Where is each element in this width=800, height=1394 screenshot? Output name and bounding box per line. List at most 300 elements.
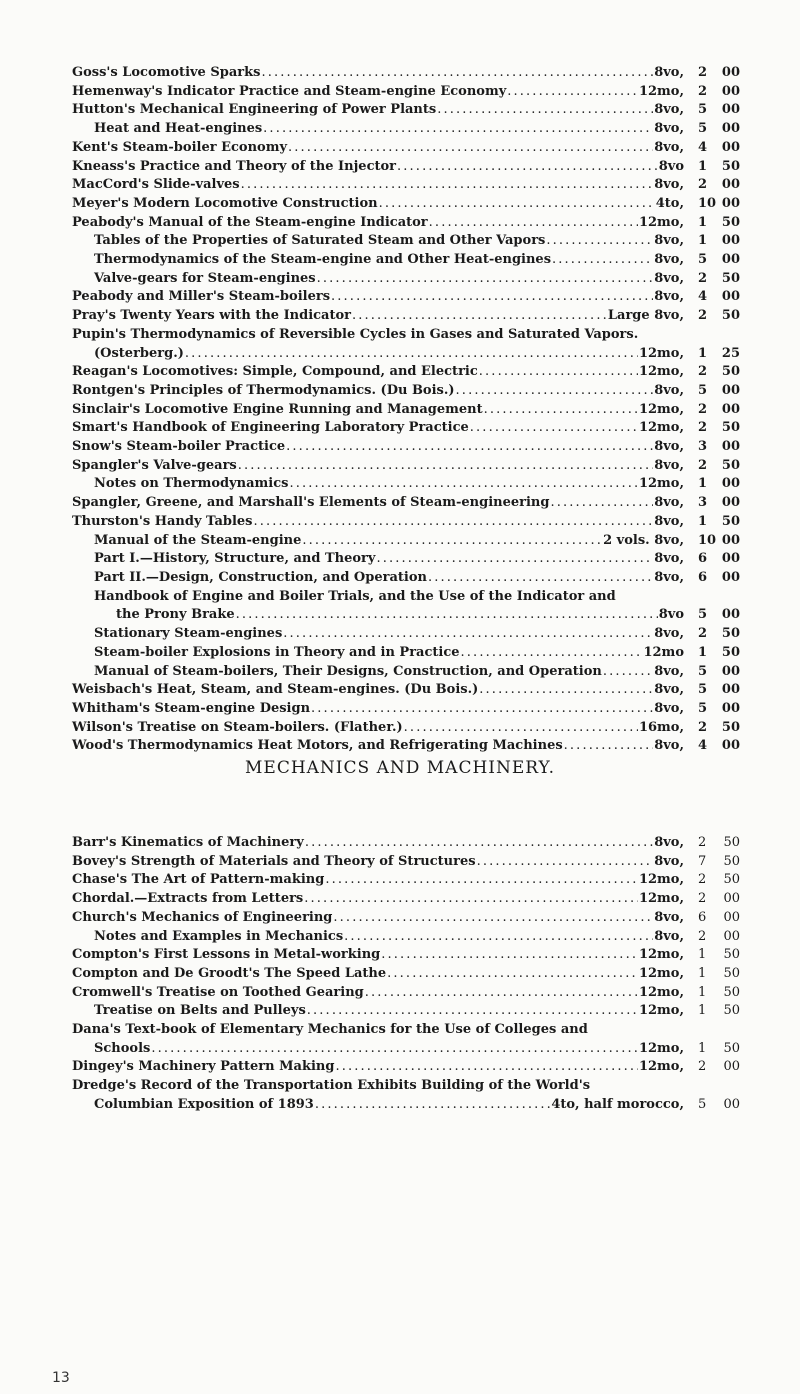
book-price	[684, 946, 740, 965]
price-cents: 50	[721, 158, 740, 174]
book-price	[684, 195, 740, 214]
book-price	[684, 984, 740, 1003]
book-price	[684, 606, 740, 625]
book-entry	[72, 120, 740, 139]
price-dollars: 2	[698, 872, 707, 888]
book-title: Spangler, Greene, and Marshall's Elements of Steam-engineering	[72, 495, 550, 511]
price-dollars: 2	[698, 364, 708, 380]
book-title: Wilson's Treatise on Steam-boilers. (Flather.)	[72, 719, 403, 735]
book-format: 12mo,	[638, 947, 684, 963]
book-title: Compton's First Lessons in Metal-working	[72, 947, 381, 963]
book-title: Peabody's Manual of the Steam-engine Indicator	[72, 214, 428, 230]
book-format: 8vo,	[654, 738, 684, 754]
price-cents: 50	[723, 1003, 740, 1019]
book-entry	[72, 663, 740, 682]
book-price	[684, 1002, 740, 1021]
book-title: Goss's Locomotive Sparks	[72, 65, 261, 80]
book-entry	[72, 438, 740, 457]
price-cents: 00	[721, 551, 740, 567]
book-entry	[72, 550, 740, 569]
leader-dots	[379, 195, 655, 214]
price-cents: 50	[723, 965, 740, 981]
leader-dots	[564, 737, 654, 756]
price-dollars: 2	[698, 928, 707, 944]
book-entry	[72, 419, 740, 438]
book-price	[684, 663, 740, 682]
leader-dots	[404, 719, 638, 738]
book-format: 8vo,	[654, 121, 684, 137]
price-cents: 00	[721, 139, 740, 155]
price-dollars: 4	[698, 289, 708, 305]
book-price	[684, 475, 740, 494]
price-cents: 00	[721, 738, 740, 754]
book-title: Cromwell's Treatise on Toothed Gearing	[72, 984, 364, 1000]
leader-dots	[317, 270, 654, 289]
book-entry	[72, 569, 740, 588]
price-cents: 00	[721, 252, 740, 268]
leader-dots	[484, 401, 638, 420]
leader-dots	[335, 1058, 638, 1077]
book-format: 8vo,	[654, 700, 684, 716]
book-entry	[72, 625, 740, 644]
leader-dots	[507, 83, 638, 102]
book-entry	[72, 401, 740, 420]
book-entry	[72, 457, 740, 476]
book-entry	[72, 644, 740, 663]
book-title: Part II.—Design, Construction, and Operation	[94, 569, 427, 585]
leader-dots	[429, 214, 638, 233]
book-entry	[72, 890, 740, 909]
book-title: Pray's Twenty Years with the Indicator	[72, 308, 351, 324]
book-format: 12mo,	[638, 420, 684, 436]
book-price	[684, 532, 740, 551]
price-dollars: 4	[698, 139, 708, 155]
book-entry	[72, 494, 740, 513]
book-title: Treatise on Belts and Pulleys	[94, 1003, 306, 1019]
book-format: 12mo,	[638, 1059, 684, 1075]
book-price	[684, 681, 740, 700]
book-price	[684, 101, 740, 120]
book-format: 8vo,	[654, 909, 684, 925]
book-entry	[72, 700, 740, 719]
price-cents: 00	[723, 891, 740, 907]
price-dollars: 3	[698, 439, 708, 455]
book-title: Compton and De Groodt's The Speed Lathe	[72, 965, 387, 981]
price-cents: 00	[721, 83, 740, 99]
price-cents: 00	[721, 439, 740, 455]
price-dollars: 1	[698, 513, 708, 529]
book-price	[684, 513, 740, 532]
book-title: Dana's Text-book of Elementary Mechanics for the Use of Colleges and	[72, 1022, 588, 1038]
book-entry	[72, 588, 740, 625]
leader-dots	[550, 494, 653, 513]
book-entry	[72, 928, 740, 947]
book-entry	[72, 909, 740, 928]
leader-dots	[381, 946, 638, 965]
price-dollars: 2	[698, 457, 708, 473]
book-entry	[72, 871, 740, 890]
book-price	[684, 270, 740, 289]
leader-dots	[456, 382, 654, 401]
price-dollars: 1	[698, 965, 707, 981]
book-price	[684, 853, 740, 872]
leader-dots	[333, 909, 653, 928]
book-format: 8vo,	[654, 853, 684, 869]
price-cents: 00	[721, 476, 740, 492]
price-dollars: 10	[698, 195, 717, 211]
price-cents: 50	[721, 364, 740, 380]
price-cents: 50	[723, 1040, 740, 1056]
book-format: 8vo,	[654, 382, 684, 398]
book-price	[684, 871, 740, 890]
price-dollars: 1	[698, 947, 707, 963]
book-title: Chordal.—Extracts from Letters	[72, 891, 304, 907]
book-title: Wood's Thermodynamics Heat Motors, and Refrigerating Machines	[72, 738, 563, 754]
book-format: 12mo,	[638, 891, 684, 907]
leader-dots	[286, 438, 653, 457]
book-title: Bovey's Strength of Materials and Theory of Structures	[72, 853, 476, 869]
book-entry	[72, 475, 740, 494]
book-format: 4to,	[655, 195, 684, 211]
book-title: Weisbach's Heat, Steam, and Steam-engines. (Du Bois.)	[72, 682, 479, 698]
leader-dots	[305, 834, 653, 853]
leader-dots	[477, 853, 654, 872]
book-format: 12mo,	[638, 401, 684, 417]
price-dollars: 3	[698, 495, 708, 511]
leader-dots	[331, 288, 653, 307]
leader-dots	[185, 345, 638, 364]
price-dollars: 5	[698, 700, 708, 716]
book-title: Hemenway's Indicator Practice and Steam-engine Economy	[72, 83, 507, 99]
leader-dots	[288, 139, 653, 158]
book-price	[684, 401, 740, 420]
price-cents: 50	[721, 214, 740, 230]
book-title: Kent's Steam-boiler Economy	[72, 139, 288, 155]
price-cents: 00	[721, 233, 740, 249]
book-format: 12mo,	[638, 1003, 684, 1019]
price-dollars: 2	[698, 65, 708, 80]
price-dollars: 2	[698, 835, 707, 850]
price-dollars: 2	[698, 177, 708, 193]
book-entry	[72, 984, 740, 1003]
price-dollars: 5	[698, 252, 708, 268]
book-entry	[72, 1058, 740, 1077]
book-format: 12mo,	[638, 364, 684, 380]
leader-dots	[254, 513, 654, 532]
price-dollars: 5	[698, 607, 708, 623]
book-price	[684, 737, 740, 756]
book-price	[684, 363, 740, 382]
book-format: 8vo,	[654, 495, 684, 511]
book-title: Manual of Steam-boilers, Their Designs, Construction, and Operation	[94, 663, 602, 679]
book-entry	[72, 853, 740, 872]
book-price	[684, 307, 740, 326]
leader-dots	[261, 64, 653, 83]
price-cents: 00	[721, 195, 740, 211]
page-number: 13	[52, 1370, 70, 1386]
book-entry	[72, 64, 740, 83]
book-price	[684, 158, 740, 177]
leader-dots	[365, 984, 638, 1003]
book-format: 8vo,	[654, 457, 684, 473]
book-title: Handbook of Engine and Boiler Trials, and the Use of the Indicator and	[94, 588, 616, 604]
book-format: 8vo,	[654, 626, 684, 642]
book-entry	[72, 326, 740, 363]
leader-dots	[387, 965, 638, 984]
leader-dots	[479, 363, 638, 382]
price-cents: 50	[723, 872, 740, 888]
book-format: 8vo,	[654, 65, 684, 80]
price-dollars: 6	[698, 909, 707, 925]
leader-dots	[479, 681, 653, 700]
book-price	[684, 890, 740, 909]
book-entry	[72, 1021, 740, 1058]
book-title: Chase's The Art of Pattern-making	[72, 872, 325, 888]
book-format: 8vo,	[654, 289, 684, 305]
book-title: (Osterberg.)	[94, 345, 184, 361]
book-entry	[72, 83, 740, 102]
book-price	[684, 251, 740, 270]
book-entry	[72, 965, 740, 984]
book-title: Steam-boiler Explosions in Theory and in Practice	[94, 644, 460, 660]
price-dollars: 5	[698, 102, 708, 118]
price-dollars: 1	[698, 214, 708, 230]
leader-dots	[307, 1002, 638, 1021]
book-price	[684, 1058, 740, 1077]
book-price	[684, 569, 740, 588]
book-price	[684, 288, 740, 307]
price-cents: 00	[721, 121, 740, 137]
book-title: Smart's Handbook of Engineering Laboratory Practice	[72, 420, 469, 436]
book-format: 12mo,	[638, 984, 684, 1000]
price-cents: 50	[721, 308, 740, 324]
price-cents: 00	[721, 569, 740, 585]
book-entry	[72, 1077, 740, 1114]
book-format: 8vo,	[654, 270, 684, 286]
price-cents: 00	[721, 663, 740, 679]
book-title: MacCord's Slide-valves	[72, 177, 240, 193]
book-title: Thurston's Handy Tables	[72, 513, 253, 529]
book-entry	[72, 307, 740, 326]
book-format: 4to, half morocco,	[551, 1096, 684, 1112]
book-format: 8vo,	[654, 569, 684, 585]
leader-dots	[397, 158, 658, 177]
book-entry	[72, 681, 740, 700]
leader-dots	[236, 606, 658, 625]
leader-dots	[263, 120, 653, 139]
book-title: Whitham's Steam-engine Design	[72, 700, 311, 716]
book-title: Meyer's Modern Locomotive Construction	[72, 195, 378, 211]
price-dollars: 2	[698, 1059, 707, 1075]
book-format: 8vo,	[654, 102, 684, 118]
book-price	[684, 700, 740, 719]
book-title: Pupin's Thermodynamics of Reversible Cycles in Gases and Saturated Vapors.	[72, 326, 639, 342]
price-dollars: 5	[698, 682, 708, 698]
price-cents: 00	[721, 700, 740, 716]
price-dollars: 2	[698, 83, 708, 99]
book-price	[684, 419, 740, 438]
leader-dots	[437, 101, 653, 120]
book-title: Notes and Examples in Mechanics	[94, 928, 344, 944]
book-format: 12mo,	[638, 345, 684, 361]
price-dollars: 1	[698, 984, 707, 1000]
book-price	[684, 625, 740, 644]
price-cents: 50	[721, 626, 740, 642]
book-entry	[72, 834, 740, 853]
price-cents: 00	[721, 289, 740, 305]
price-dollars: 1	[698, 1040, 707, 1056]
mechanics-machinery-list	[72, 834, 740, 1115]
leader-dots	[352, 307, 607, 326]
price-cents: 50	[721, 513, 740, 529]
price-dollars: 10	[698, 532, 717, 548]
book-entry	[72, 232, 740, 251]
price-dollars: 2	[698, 270, 708, 286]
book-entry	[72, 946, 740, 965]
leader-dots	[311, 700, 653, 719]
book-price	[684, 965, 740, 984]
book-title: Thermodynamics of the Steam-engine and Other Heat-engines	[94, 252, 552, 268]
price-cents: 50	[723, 984, 740, 1000]
book-title: Sinclair's Locomotive Engine Running and Management	[72, 401, 483, 417]
book-format: 12mo,	[638, 1040, 684, 1056]
book-price	[684, 644, 740, 663]
leader-dots	[283, 625, 653, 644]
book-title: Heat and Heat-engines	[94, 121, 263, 137]
price-dollars: 2	[698, 420, 708, 436]
price-cents: 00	[723, 928, 740, 944]
book-price	[684, 176, 740, 195]
book-entry	[72, 288, 740, 307]
book-format: 12mo,	[638, 965, 684, 981]
price-dollars: 5	[698, 382, 708, 398]
book-price	[684, 494, 740, 513]
leader-dots	[241, 176, 654, 195]
book-format: 8vo,	[654, 682, 684, 698]
price-dollars: 2	[698, 401, 708, 417]
price-dollars: 2	[698, 308, 708, 324]
book-format: 12mo,	[638, 214, 684, 230]
leader-dots	[344, 928, 653, 947]
price-dollars: 5	[698, 663, 708, 679]
book-price	[684, 1040, 740, 1059]
book-price	[684, 345, 740, 364]
price-cents: 50	[721, 644, 740, 660]
leader-dots	[151, 1040, 638, 1059]
book-title: Kneass's Practice and Theory of the Injector	[72, 158, 397, 174]
book-price	[684, 382, 740, 401]
book-entry	[72, 251, 740, 270]
book-format: 12mo	[643, 644, 684, 660]
price-dollars: 5	[698, 1096, 707, 1112]
book-price	[684, 909, 740, 928]
book-price	[684, 1096, 740, 1115]
price-dollars: 6	[698, 551, 708, 567]
price-cents: 00	[721, 102, 740, 118]
book-entry	[72, 737, 740, 756]
book-format: Large 8vo,	[607, 308, 684, 324]
book-format: 8vo,	[654, 551, 684, 567]
price-cents: 50	[723, 835, 740, 850]
price-dollars: 1	[698, 158, 708, 174]
book-title: Stationary Steam-engines	[94, 626, 283, 642]
book-title: Schools	[94, 1040, 151, 1056]
book-entry	[72, 532, 740, 551]
price-dollars: 2	[698, 719, 708, 735]
book-price	[684, 139, 740, 158]
price-dollars: 1	[698, 644, 708, 660]
leader-dots	[304, 890, 638, 909]
price-cents: 25	[721, 345, 740, 361]
leader-dots	[546, 232, 653, 251]
leader-dots	[238, 457, 653, 476]
book-entry	[72, 513, 740, 532]
book-title: Part I.—History, Structure, and Theory	[94, 551, 376, 567]
leader-dots	[470, 419, 638, 438]
book-format: 8vo,	[654, 663, 684, 679]
book-format: 8vo,	[654, 233, 684, 249]
book-entry	[72, 719, 740, 738]
price-dollars: 1	[698, 233, 708, 249]
book-title: Tables of the Properties of Saturated Steam and Other Vapors	[94, 233, 546, 249]
price-dollars: 1	[698, 476, 708, 492]
book-entry	[72, 1002, 740, 1021]
book-format: 8vo	[658, 607, 684, 623]
book-entry	[72, 195, 740, 214]
book-format: 8vo,	[654, 835, 684, 850]
leader-dots	[315, 1096, 550, 1115]
book-price	[684, 438, 740, 457]
price-cents: 00	[723, 909, 740, 925]
book-price	[684, 928, 740, 947]
book-title: Notes on Thermodynamics	[94, 476, 289, 492]
book-title: Peabody and Miller's Steam-boilers	[72, 289, 331, 305]
book-entry	[72, 270, 740, 289]
book-title: Rontgen's Principles of Thermodynamics. (Du Bois.)	[72, 382, 455, 398]
book-title: the Prony Brake	[116, 607, 235, 623]
book-title: Barr's Kinematics of Machinery	[72, 835, 304, 850]
price-dollars: 2	[698, 626, 708, 642]
book-format: 8vo,	[654, 513, 684, 529]
book-title: Dingey's Machinery Pattern Making	[72, 1059, 335, 1075]
book-format: 12mo,	[638, 476, 684, 492]
book-title: Snow's Steam-boiler Practice	[72, 439, 286, 455]
book-entry	[72, 101, 740, 120]
book-entry	[72, 382, 740, 401]
price-cents: 50	[721, 420, 740, 436]
leader-dots	[461, 644, 643, 663]
price-cents: 00	[721, 65, 740, 80]
book-title: Spangler's Valve-gears	[72, 457, 237, 473]
book-price	[684, 550, 740, 569]
price-cents: 50	[723, 947, 740, 963]
leader-dots	[552, 251, 653, 270]
section-heading: MECHANICS AND MACHINERY.	[245, 758, 555, 778]
price-cents: 00	[721, 177, 740, 193]
price-dollars: 6	[698, 569, 708, 585]
book-entry	[72, 139, 740, 158]
leader-dots	[302, 532, 602, 551]
price-dollars: 5	[698, 121, 708, 137]
book-format: 2 vols. 8vo,	[603, 532, 684, 548]
book-entry	[72, 214, 740, 233]
price-dollars: 7	[698, 853, 707, 869]
book-format: 16mo,	[638, 719, 684, 735]
price-cents: 00	[721, 495, 740, 511]
book-title: Columbian Exposition of 1893	[94, 1096, 314, 1112]
price-dollars: 4	[698, 738, 708, 754]
price-cents: 50	[723, 853, 740, 869]
